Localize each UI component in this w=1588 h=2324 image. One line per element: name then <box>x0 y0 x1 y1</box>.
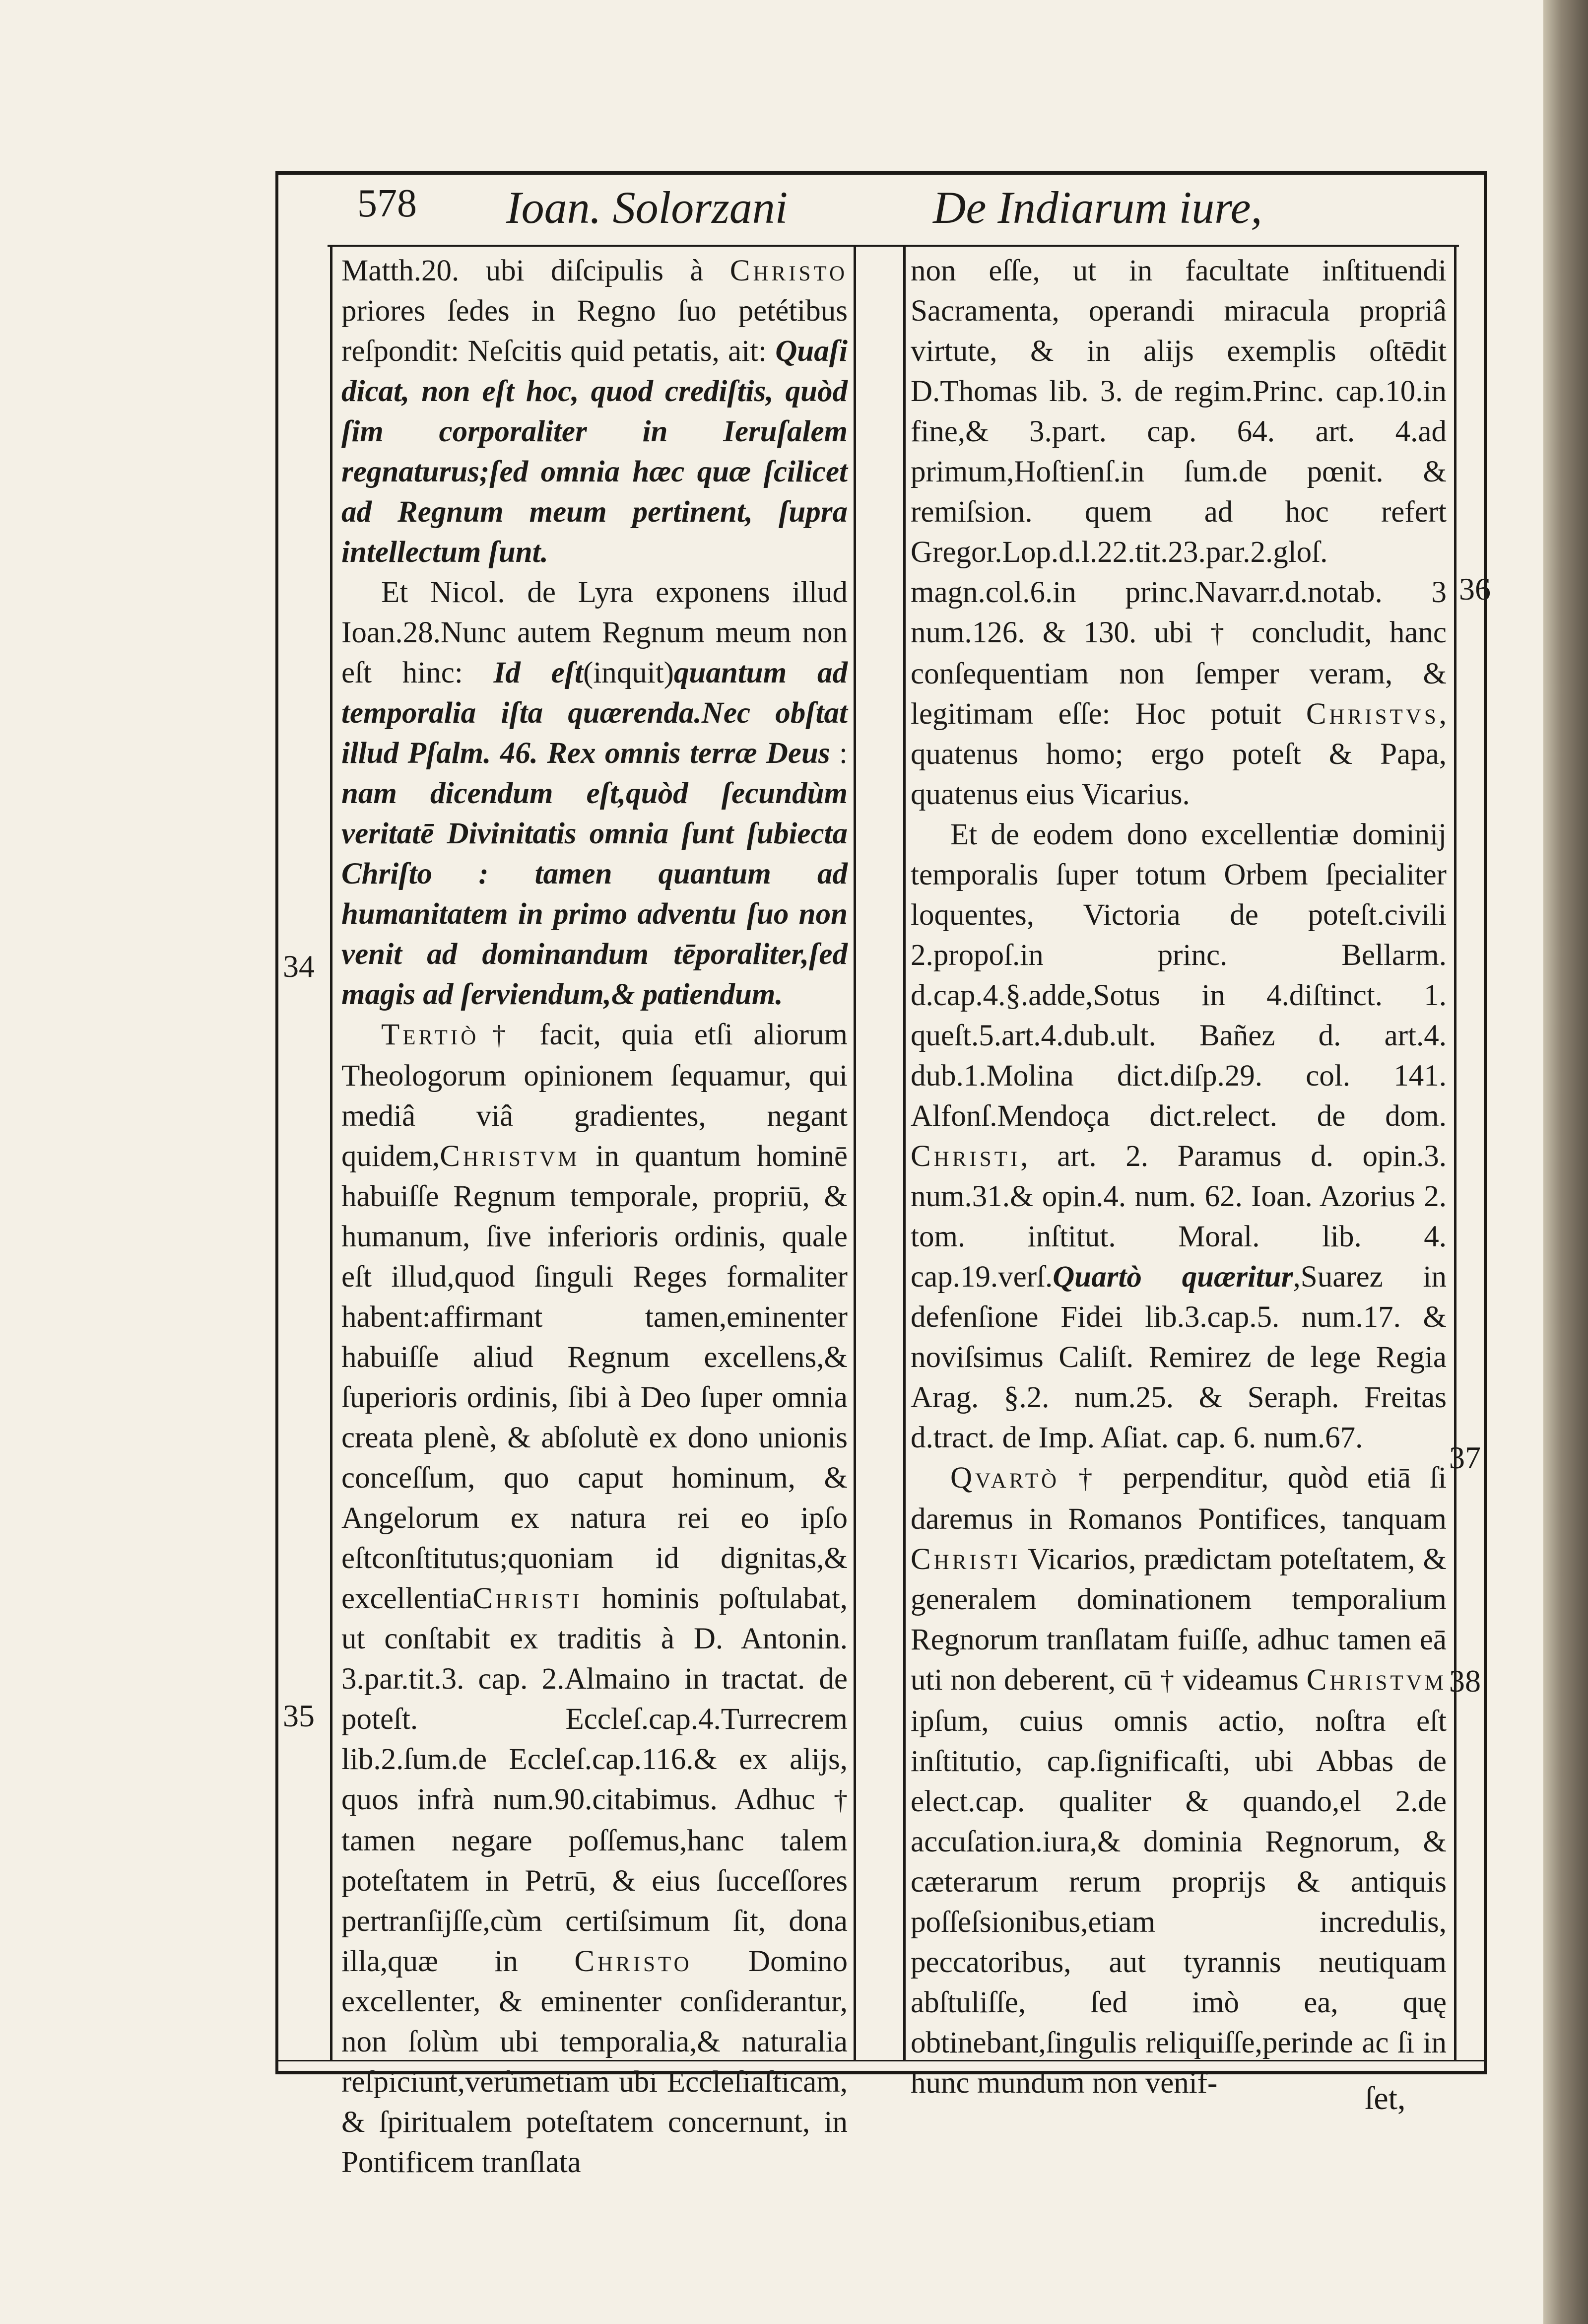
page-gutter-edge <box>1543 0 1588 2324</box>
running-author: Ioan. Solorzani <box>506 182 788 233</box>
running-header <box>278 171 1484 246</box>
left-paragraph-2: Et Nicol. de Lyra exponens illud Ioan.28.Nunc autem Regnum meum non eſt hinc: Id eſt(inquit)quantum ad temporalia iſta quærenda.Nec obſtat illud Pſalm. 46. Rex omnis terræ Deus : nam dicendum eſt,quòd ſecundùm veritatē Divinitatis omnia ſunt ſubiecta Chriſto : tamen quantum ad humanitatem in primo adventu ſuo non venit ad dominandum tēporaliter,ſed magis ad ſerviendum,& patiendum. <box>341 576 848 1011</box>
catchword: ſet, <box>1365 2080 1406 2117</box>
dagger-mark: † <box>1210 618 1234 649</box>
margin-number-35: 35 <box>283 1698 315 1733</box>
margin-number-38: 38 <box>1449 1663 1481 1699</box>
dagger-mark: † <box>1160 1665 1175 1696</box>
right-column <box>911 251 1447 2100</box>
left-inner-border <box>330 246 332 2060</box>
top-rule <box>275 171 1486 175</box>
dagger-mark: † <box>1078 1463 1104 1494</box>
margin-number-37: 37 <box>1449 1440 1481 1475</box>
right-paragraph-2: Et de eodem dono excellentiæ dominij temporalis ſuper totum Orbem ſpecialiter loquentes, Victoria de poteſt.civili 2.propoſ.in princ. Bellarm. d.cap.4.§.adde,Sotus in 4.diſtinct. 1. queſt.5.art.4.dub.ult. Bañez d. art.4. dub.1.Molina dict.diſp.29. col. 141. Alfonſ.Mendoça dict.relect. de dom. Christi, art. 2. Paramus d. opin.3. num.31.& opin.4. num. 62. Ioan. Azorius 2. tom. inſtitut. Moral. lib. 4. cap.19.verſ.Quartò quæritur,Suarez in defenſione Fidei lib.3.cap.5. num.17. & noviſsimus Caliſt. Remirez de lege Regia Arag. §.2. num.25. & Seraph. Freitas d.tract. de Imp. Aſiat. cap. 6. num.67. <box>911 818 1447 1454</box>
left-paragraph-3: Tertiò† facit, quia etſi aliorum Theologorum opinionem ſequamur, qui mediâ viâ gradientes, negant quidem,Christvm in quantum hominē habuiſſe Regnum temporale, propriū, & humanum, ſive inferioris ordinis, quale eſt illud,quod ſinguli Reges formaliter habent:affirmant tamen,eminenter habuiſſe aliud Regnum excellens,& ſuperioris ordinis, ſibi à Deo ſuper omnia creata plenè, & abſolutè ex dono unionis conceſſum, quo caput hominum, & Angelorum ex natura rei eo ipſo eſtconſtitutus;quoniam id dignitas,& excellentiaChristi hominis poſtulabat, ut conſtabit ex traditis à D. Antonin. 3.par.tit.3. cap. 2.Almaino in tractat. de poteſt. Eccleſ.cap.4.Turrecrem lib.2.ſum.de Eccleſ.cap.116.& ex alijs, quos infrà num.90.citabimus. Adhuc † tamen negare poſſemus,hanc talem poteſtatem in Petrū, & eius ſucceſſores pertranſijſſe,cùm certiſsimum ſit, dona illa,quæ in Christo Domino excellenter, & eminenter conſiderantur, non ſolùm ubi temporalia,& naturalia reſpiciunt,verùmetiam ubi Eccleſiaſticam, & ſpiritualem poteſtatem concernunt, in Pontificem tranſlata <box>341 1018 848 2179</box>
column-divider-right <box>903 246 906 2060</box>
right-paragraph-3: Qvartò † perpenditur, quòd etiā ſi daremus in Romanos Pontifices, tanquam Christi Vicarios, prædictam poteſtatem, & generalem dominationem temporalium Regnorum tranſlatam fuiſſe, adhuc tamen eā uti non deberent, cū † videamus Christvm ipſum, cuius omnis actio, noſtra eſt inſtitutio, cap.ſignificaſti, ubi Abbas de elect.cap. qualiter & quando,el 2.de accuſation.iura,& dominia Regnorum, & cæterarum rerum proprijs & antiquis poſſeſsionibus,etiam incredulis, peccatoribus, aut tyrannis neutiquam abſtuliſſe, ſed imò ea, quę obtinebant,ſingulis reliquiſſe,perinde ac ſi in hunc mundum non venif- <box>911 1461 1447 2100</box>
margin-number-36: 36 <box>1459 571 1491 607</box>
margin-number-34: 34 <box>283 949 315 984</box>
right-outer-border <box>1484 171 1487 2074</box>
left-column <box>341 251 848 2179</box>
column-divider-left <box>854 246 856 2060</box>
left-paragraph-1: Matth.20. ubi diſcipulis à Christo priores ſedes in Regno ſuo petétibus reſpondit: Neſcitis quid petatis, ait: Quaſi dicat, non eſt hoc, quod crediſtis, quòd ſim corporaliter in Ieruſalem regnaturus;ſed omnia hæc quæ ſcilicet ad Regnum meum pertinent, ſupra intellectum ſunt. <box>341 254 848 569</box>
dagger-mark: † <box>479 1020 519 1051</box>
header-rule <box>328 245 1459 247</box>
left-outer-border <box>275 171 278 2074</box>
right-inner-border <box>1454 246 1456 2060</box>
right-paragraph-1: non eſſe, ut in facultate inſtituendi Sacramenta, operandi miracula propriâ virtute, & in alijs exemplis oſtēdit D.Thomas lib. 3. de regim.Princ. cap.10.in fine,& 3.part. cap. 64. art. 4.ad primum,Hoſtienſ.in ſum.de pœnit. & remiſsion. quem ad hoc refert Gregor.Lop.d.l.22.tit.23.par.2.gloſ. magn.col.6.in princ.Navarr.d.notab. 3 num.126. & 130. ubi † concludit, hanc conſequentiam non ſemper veram, & legitimam eſſe: Hoc potuit Christvs, quatenus homo; ergo poteſt & Papa, quatenus eius Vicarius. <box>911 254 1447 811</box>
running-title: De Indiarum iure, <box>933 182 1262 233</box>
dagger-mark: † <box>834 1785 848 1816</box>
page-number: 578 <box>357 182 417 225</box>
